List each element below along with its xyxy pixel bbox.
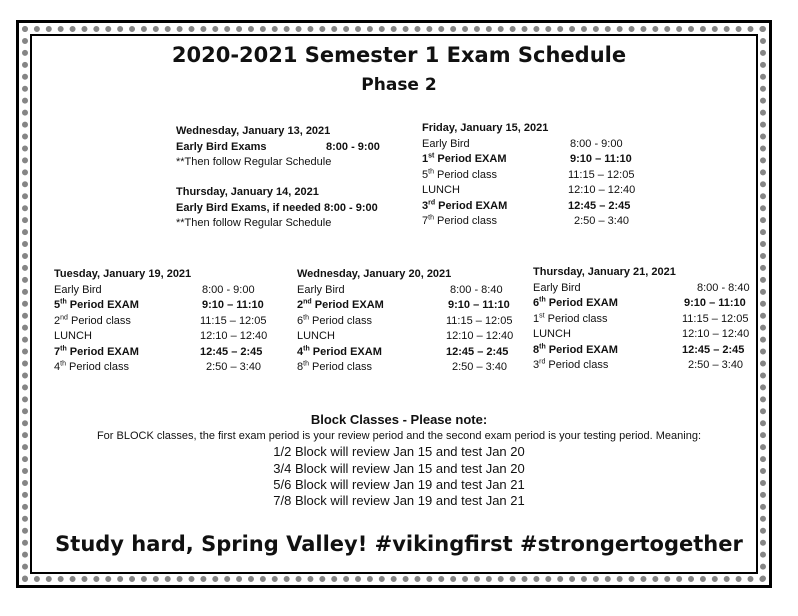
schedule-row (54, 314, 289, 330)
period-number: 2 (54, 314, 61, 327)
page-title: 2020-2021 Semester 1 Exam Schedule (171, 43, 627, 67)
period-number: 3 (422, 199, 429, 212)
block-line: 1/2 Block will review Jan 15 and test Jan 20 (273, 444, 525, 459)
ordinal-suffix: th (303, 313, 309, 321)
schedule-row (54, 283, 289, 299)
schedule-row (297, 329, 522, 345)
period-text: Period class (433, 215, 497, 227)
row-label: Early Bird (422, 137, 470, 150)
period-number: 1 (422, 153, 429, 165)
schedule-row (54, 329, 289, 345)
footer-slogan: Study hard, Spring Valley! #vikingfirst #strongertogether (55, 532, 743, 556)
schedule-row: Early Bird Exams, if needed 8:00 - 9:00 (176, 201, 378, 214)
row-label (533, 344, 618, 356)
ordinal-suffix: th (303, 360, 309, 368)
day-heading: Tuesday, January 19, 2021 (54, 268, 192, 280)
ordinal-suffix: rd (428, 198, 436, 206)
schedule-row (533, 281, 758, 297)
schedule-row (422, 168, 652, 184)
ordinal-suffix: st (428, 152, 435, 160)
period-text: Period EXAM (434, 153, 507, 165)
row-time: 2:50 – 3:40 (574, 215, 630, 227)
schedule-row (176, 140, 416, 156)
schedule-row (533, 312, 758, 328)
period-number: 2 (297, 299, 304, 311)
period-text: Period EXAM (311, 299, 384, 311)
period-number: 8 (297, 361, 304, 373)
period-text: Period EXAM (545, 297, 618, 309)
period-number: 5 (54, 299, 61, 311)
day-heading: Thursday, January 21, 2021 (533, 266, 676, 278)
schedule-row (533, 296, 758, 312)
row-time: 2:50 – 3:40 (688, 359, 744, 371)
schedule-row (422, 152, 652, 168)
row-time: 9:10 – 11:10 (202, 299, 264, 311)
day-tue-jan-19 (54, 267, 289, 376)
schedule-row (533, 358, 758, 374)
row-time: 12:45 – 2:45 (446, 345, 509, 358)
day-heading: Wednesday, January 13, 2021 (176, 125, 331, 137)
period-text: Period class (433, 168, 497, 181)
period-number: 5 (422, 168, 429, 181)
ordinal-suffix: th (539, 296, 546, 304)
period-text: Period class (67, 314, 131, 327)
row-time: 11:15 – 12:05 (446, 314, 513, 327)
row-label (54, 346, 139, 358)
period-number: 6 (533, 297, 540, 309)
schedule-row (297, 345, 522, 361)
ordinal-suffix: nd (303, 298, 312, 306)
row-label (297, 361, 372, 373)
period-number: 6 (297, 314, 304, 327)
period-number: 7 (54, 345, 61, 358)
row-time: 2:50 – 3:40 (206, 361, 262, 373)
row-label (533, 297, 618, 309)
period-text: Period EXAM (66, 299, 139, 311)
ordinal-suffix: st (539, 311, 545, 319)
row-time: 11:15 – 12:05 (682, 312, 749, 325)
row-time: 12:10 – 12:40 (568, 184, 636, 196)
schedule-row (297, 298, 522, 314)
row-label (297, 346, 382, 358)
row-time: 11:15 – 12:05 (568, 168, 635, 181)
day-heading: Thursday, January 14, 2021 (176, 186, 319, 198)
row-time: 11:15 – 12:05 (200, 314, 267, 327)
row-time: 8:00 - 9:00 (202, 283, 255, 296)
period-text: Period EXAM (545, 343, 618, 356)
row-label (422, 153, 506, 165)
row-label: Early Bird (533, 281, 581, 294)
block-line: 3/4 Block will review Jan 15 and test Jan 20 (273, 461, 525, 476)
schedule-row (422, 214, 652, 230)
ordinal-suffix: th (60, 344, 67, 352)
row-label (54, 315, 131, 327)
row-label: LUNCH (422, 184, 460, 196)
period-number: 8 (533, 343, 540, 356)
block-note-heading: Block Classes - Please note: (310, 412, 488, 427)
period-number: 4 (297, 345, 304, 358)
block-line: 7/8 Block will review Jan 19 and test Jan 21 (273, 493, 525, 508)
row-time: 8:00 - 8:40 (450, 283, 503, 296)
row-label: Early Bird Exams (176, 140, 267, 153)
day-wed-jan-20 (297, 267, 522, 376)
schedule-row (297, 314, 522, 330)
ordinal-suffix: th (60, 360, 66, 368)
schedule-row (54, 345, 289, 361)
row-time: 9:10 – 11:10 (684, 297, 746, 309)
ordinal-suffix: th (428, 167, 434, 175)
row-label (422, 200, 507, 212)
row-time: 8:00 - 8:40 (697, 281, 750, 294)
row-time: 2:50 – 3:40 (452, 361, 508, 373)
ordinal-suffix: th (303, 344, 310, 352)
period-text: Period EXAM (66, 345, 139, 358)
row-label (422, 169, 497, 181)
schedule-row (533, 327, 758, 343)
block-note-body: For BLOCK classes, the first exam period is your review period and the second exam period is your testing period. Meaning: (96, 430, 702, 442)
schedule-row (422, 137, 652, 153)
block-line: 5/6 Block will review Jan 19 and test Jan 21 (273, 477, 525, 492)
day-heading: Wednesday, January 20, 2021 (297, 268, 452, 280)
row-label: Early Bird (54, 283, 102, 296)
period-text: Period class (65, 361, 129, 373)
period-text: Period EXAM (435, 199, 508, 212)
ordinal-suffix: rd (539, 358, 546, 366)
row-label (422, 215, 497, 227)
schedule-note: **Then follow Regular Schedule (176, 156, 332, 168)
row-time: 9:10 – 11:10 (570, 153, 632, 165)
row-time: 12:10 – 12:40 (682, 328, 750, 340)
row-time: 8:00 - 9:00 (570, 137, 623, 150)
schedule-row (297, 283, 522, 299)
day-fri-jan-15 (422, 121, 652, 230)
period-text: Period class (544, 312, 608, 325)
row-label (533, 313, 608, 325)
schedule-row (533, 343, 758, 359)
schedule-row (54, 298, 289, 314)
row-time: 12:10 – 12:40 (446, 330, 514, 342)
schedule-row (422, 199, 652, 215)
ordinal-suffix: th (60, 298, 67, 306)
schedule-row (54, 360, 289, 376)
row-label (297, 299, 384, 311)
row-label (533, 359, 608, 371)
day-thu-jan-21 (533, 265, 758, 374)
row-time: 12:10 – 12:40 (200, 330, 268, 342)
period-number: 3 (533, 359, 540, 371)
period-text: Period class (545, 359, 609, 371)
row-time: 12:45 – 2:45 (682, 343, 745, 356)
page-subtitle: Phase 2 (361, 75, 437, 95)
ordinal-suffix: th (428, 214, 434, 222)
row-time: 12:45 – 2:45 (568, 199, 631, 212)
ordinal-suffix: th (539, 342, 546, 350)
row-time: 9:10 – 11:10 (448, 299, 510, 311)
row-label (297, 315, 372, 327)
day-heading: Friday, January 15, 2021 (422, 122, 549, 134)
schedule-row (297, 360, 522, 376)
row-time: 8:00 - 9:00 (326, 140, 380, 153)
period-number: 4 (54, 361, 61, 373)
schedule-note: **Then follow Regular Schedule (176, 217, 332, 229)
row-label: LUNCH (54, 330, 92, 342)
period-text: Period class (308, 314, 372, 327)
row-time: 12:45 – 2:45 (200, 345, 263, 358)
ordinal-suffix: nd (60, 313, 68, 321)
row-label: LUNCH (533, 328, 571, 340)
period-text: Period class (308, 361, 372, 373)
row-label (54, 361, 129, 373)
schedule-row (422, 183, 652, 199)
day-wed-jan-13 (176, 124, 416, 171)
row-label: Early Bird (297, 283, 345, 296)
day-thu-jan-14 (176, 185, 416, 232)
period-number: 7 (422, 215, 429, 227)
period-text: Period EXAM (309, 345, 382, 358)
row-label (54, 299, 139, 311)
period-number: 1 (533, 312, 540, 325)
row-label: LUNCH (297, 330, 335, 342)
